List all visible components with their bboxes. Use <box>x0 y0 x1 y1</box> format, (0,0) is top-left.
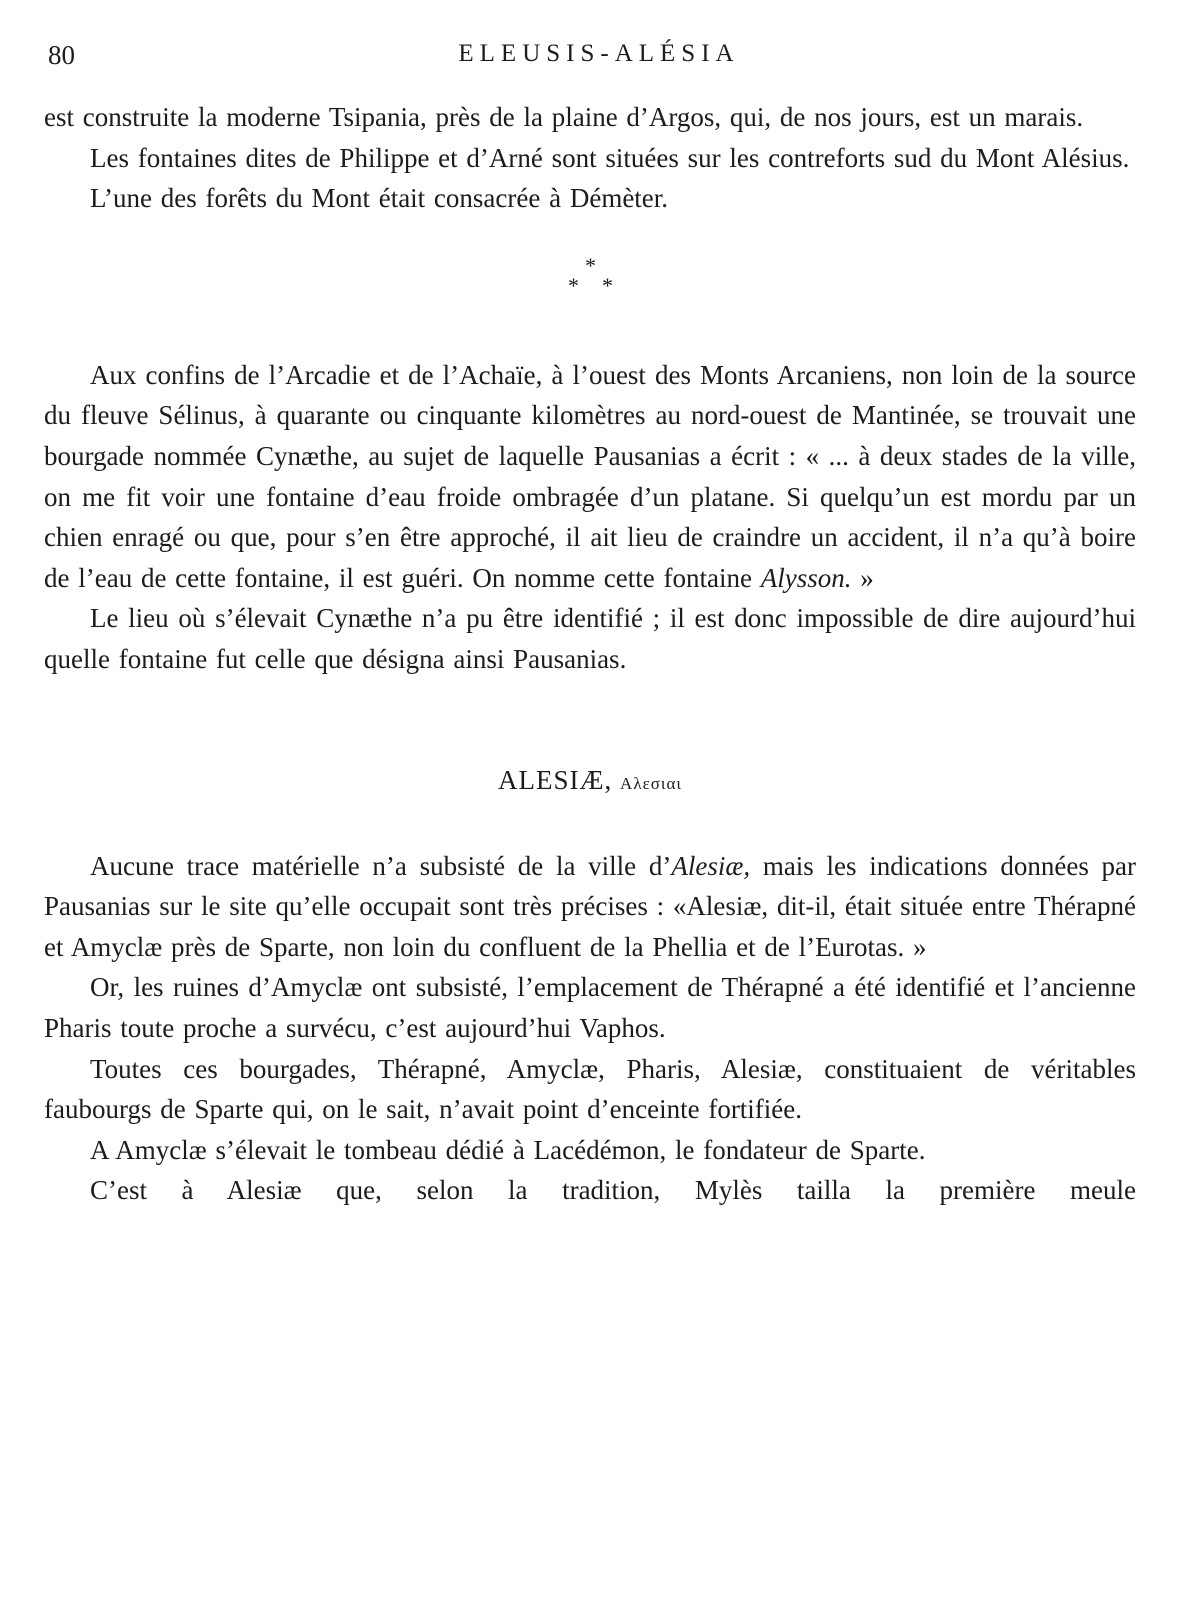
italic-term: Alesiæ, <box>671 850 751 881</box>
paragraph: est construite la moderne Tsipania, près de la plaine d’Argos, qui, de nos jours, est un marais. <box>44 102 1084 132</box>
asterism-divider <box>560 252 620 311</box>
paragraph-text: Aucune trace matérielle n’a subsisté de la ville d’ <box>90 850 672 881</box>
paragraph: Toutes ces bourgades, Thérapné, Amyclæ, Pharis, Alesiæ, constituaient de véritables faubourgs de Sparte qui, on le sait, n’avait point d’enceinte fortifiée. <box>44 1053 1136 1125</box>
paragraph <box>44 846 1136 968</box>
paragraph: Or, les ruines d’Amyclæ ont subsisté, l’emplacement de Thérapné a été identifié et l’ancienne Pharis toute proche a survécu, c’est aujourd’hui Vaphos. <box>44 972 1136 1043</box>
asterism-star: * <box>568 272 579 298</box>
running-title: ELEUSIS-ALÉSIA <box>458 40 740 67</box>
italic-term: Alysson. <box>760 562 852 593</box>
paragraph: A Amyclæ s’élevait le tombeau dédié à Lacédémon, le fondateur de Sparte. <box>90 1134 926 1165</box>
page-header <box>48 40 1150 80</box>
paragraph-text: mais les indications données par Pausanias sur le site qu’elle occupait sont très précises : «Alesiæ, dit-il, était située entre Thérapné et Amyclæ près de Sparte, non loin du confluent de la Phellia et de l’Eurotas. » <box>44 850 1137 962</box>
paragraph: Le lieu où s’élevait Cynæthe n’a pu être identifié ; il est donc impossible de dire aujourd’hui quelle fontaine fut celle que désigna ainsi Pausanias. <box>44 603 1136 674</box>
paragraph: C’est à Alesiæ que, selon la tradition, Mylès tailla la première meule <box>90 1175 1136 1206</box>
paragraph <box>44 355 1136 599</box>
asterism-star: * <box>585 252 596 278</box>
paragraph-text: Aux confins de l’Arcadie et de l’Achaïe, à l’ouest des Monts Arcaniens, non loin de la source du fleuve Sélinus, à quarante ou cinquante kilomètres au nord-ouest de Mantinée, se trouvait une bourgade nommée Cynæthe, au sujet de laquelle Pausanias a écrit : « ... à deux stades de la ville, on me fit voir une fontaine d’eau froide ombragée d’un platane. Si quelqu’un est mordu par un chien enragé ou que, pour s’en être approché, il ait lieu de craindre un accident, il n’a qu’à boire de l’eau de cette fontaine, il est guéri. On nomme cette fontaine <box>44 359 1136 593</box>
page-number: 80 <box>48 40 75 70</box>
closing-quote: » <box>860 562 874 593</box>
page-body <box>44 97 1136 1211</box>
section-heading-latin: ALESIÆ, <box>498 764 613 795</box>
paragraph: L’une des forêts du Mont était consacrée à Démèter. <box>90 183 669 214</box>
paragraph: Les fontaines dites de Philippe et d’Arné sont situées sur les contreforts sud du Mont Alésius. <box>90 142 1130 173</box>
section-heading-greek: Αλεσιαι <box>620 773 682 793</box>
asterism-star: * <box>602 272 613 298</box>
section-heading <box>44 760 1136 804</box>
